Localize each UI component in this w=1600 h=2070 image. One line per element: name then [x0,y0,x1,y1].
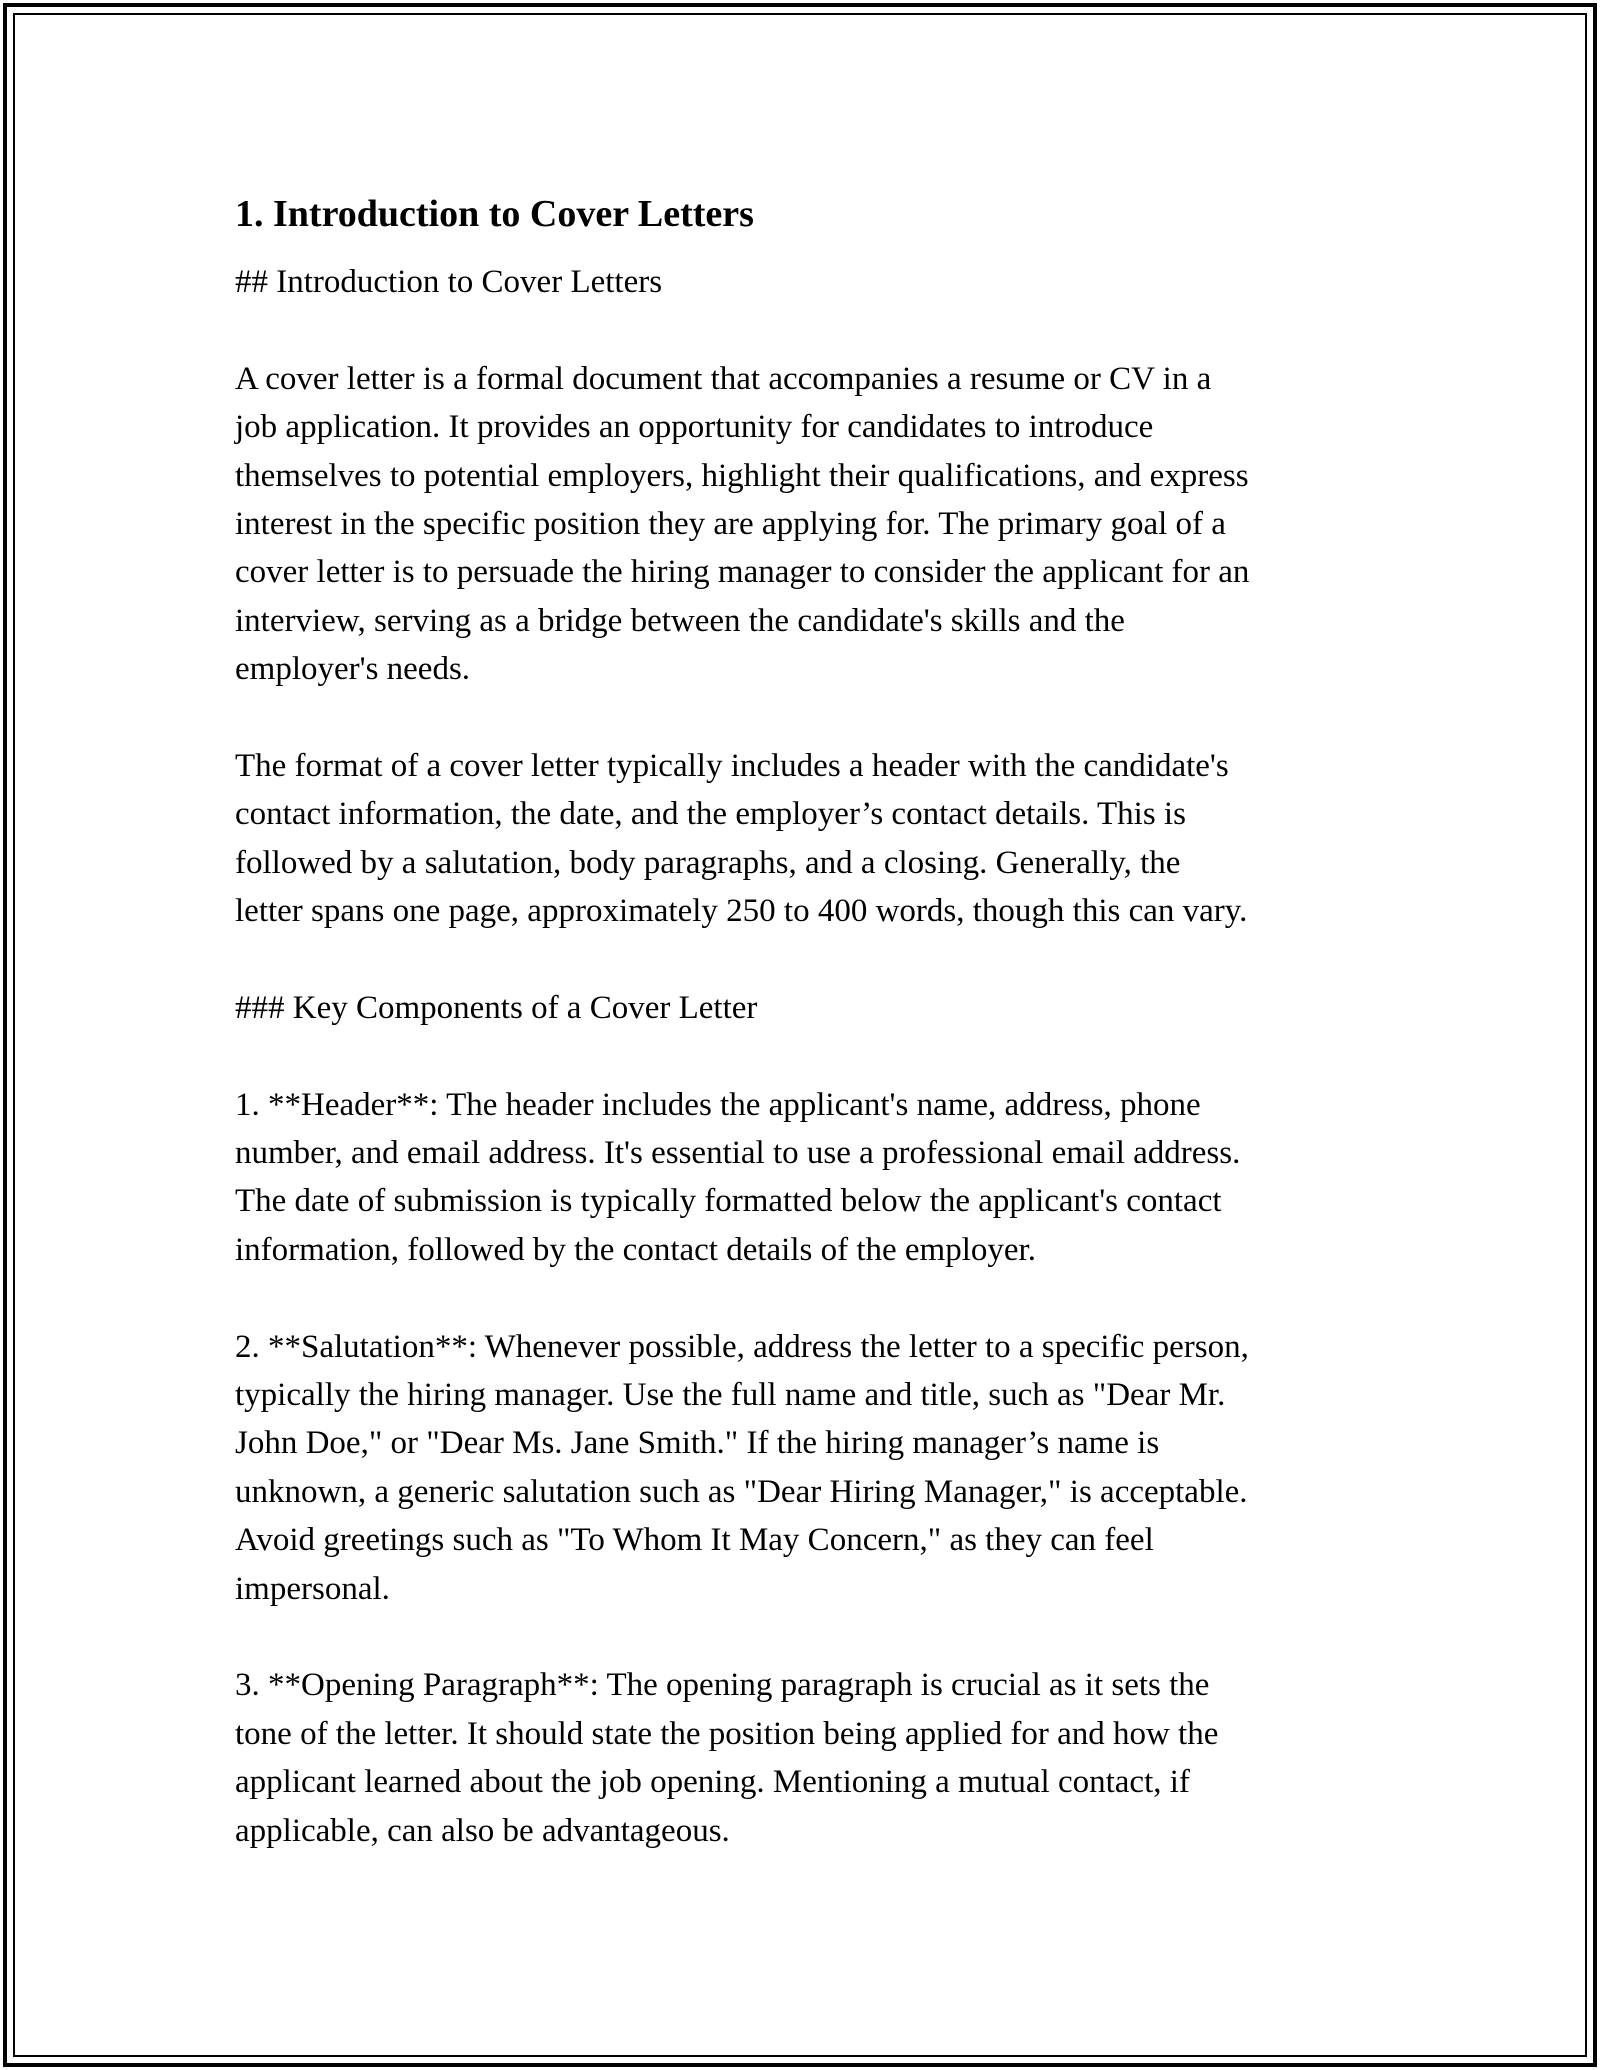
text-line: unknown, a generic salutation such as "Dear Hiring Manager," is acceptable. [235,1473,1248,1510]
text-line: contact information, the date, and the employer’s contact details. This is [235,796,1186,833]
text-line: The format of a cover letter typically includes a header with the candidate's [235,747,1229,784]
text-line: information, followed by the contact details of the employer. [235,1231,1036,1268]
paragraph [235,984,1375,1032]
text-line: applicant learned about the job opening. Mentioning a mutual contact, if [235,1764,1190,1801]
paragraph-gap [235,935,1375,983]
text-line: letter spans one page, approximately 250 to 400 words, though this can vary. [235,893,1248,930]
paragraph [235,1323,1375,1613]
paragraph [235,1661,1375,1855]
paragraph [235,258,1375,306]
text-line: employer's needs. [235,651,471,688]
paragraph-gap [235,1613,1375,1661]
text-line: 2. **Salutation**: Whenever possible, address the letter to a specific person, [235,1328,1249,1365]
paragraph-list [235,258,1375,1855]
text-line: themselves to potential employers, highlight their qualifications, and express [235,457,1249,494]
text-line: impersonal. [235,1570,390,1607]
text-line: interest in the specific position they are applying for. The primary goal of a [235,505,1226,542]
paragraph-gap [235,306,1375,354]
text-line: interview, serving as a bridge between the candidate's skills and the [235,602,1125,639]
text-line: 1. **Header**: The header includes the applicant's name, address, phone [235,1086,1201,1123]
text-line: number, and email address. It's essential to use a professional email address. [235,1135,1241,1172]
paragraph [235,742,1375,936]
text-line: ## Introduction to Cover Letters [235,264,663,300]
paragraph-gap [235,694,1375,742]
text-line: cover letter is to persuade the hiring manager to consider the applicant for an [235,554,1250,591]
text-line: job application. It provides an opportunity for candidates to introduce [235,409,1154,446]
paragraph [235,355,1375,694]
text-line: Avoid greetings such as "To Whom It May Concern," as they can feel [235,1522,1154,1559]
text-line: followed by a salutation, body paragraphs, and a closing. Generally, the [235,844,1181,881]
page-title: 1. Introduction to Cover Letters [235,193,754,235]
document-body [235,182,1375,1855]
text-line: 3. **Opening Paragraph**: The opening paragraph is crucial as it sets the [235,1667,1210,1704]
text-line: tone of the letter. It should state the position being applied for and how the [235,1715,1219,1752]
text-line: applicable, can also be advantageous. [235,1812,730,1849]
paragraph-gap [235,1032,1375,1080]
text-line: A cover letter is a formal document that accompanies a resume or CV in a [235,360,1212,397]
paragraph [235,1081,1375,1275]
text-line: The date of submission is typically formatted below the applicant's contact [235,1183,1222,1220]
text-line: ### Key Components of a Cover Letter [235,989,758,1026]
text-line: John Doe," or "Dear Ms. Jane Smith." If the hiring manager’s name is [235,1425,1160,1462]
paragraph-gap [235,1274,1375,1322]
text-line: typically the hiring manager. Use the full name and title, such as "Dear Mr. [235,1376,1226,1413]
